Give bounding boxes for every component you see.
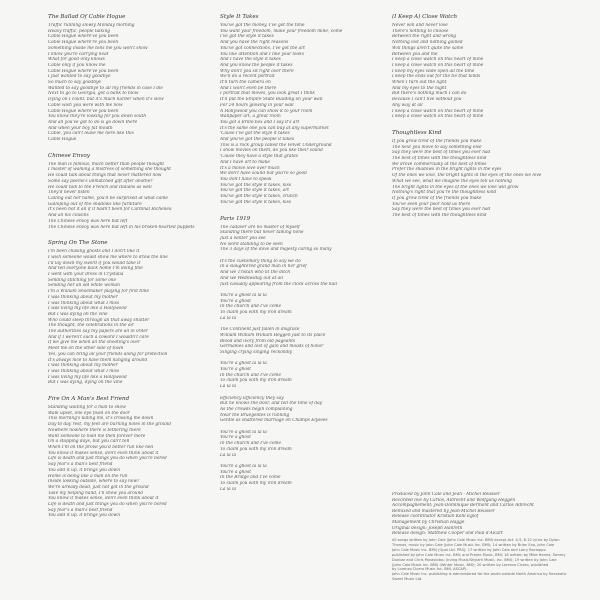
lyric-line: We don't have sound but you're so good <box>220 171 307 177</box>
lyric-line: You're a ghost <box>220 367 251 373</box>
lyric-line: You add it up, it brings you down <box>48 467 120 473</box>
lyric-line: It's been hot it all if it hadn't been for Cardinal Richelieu <box>48 207 172 213</box>
lyric-line: The best of times with the thoughtless kind <box>392 156 487 162</box>
lyric-line: Between you and me <box>392 51 438 57</box>
lyric-line: You've got the style it takes, kiss <box>220 182 292 188</box>
lyric-line: And if I weren't such a coward I wouldn't care <box>48 334 149 340</box>
publishing-line: (John Cale Music Inc. BMI) (Winter Music, BMI); 20 written by Lorenzo Cicero, published <box>392 562 549 567</box>
lyric-line: I was living my life like a Hollywood <box>48 374 127 380</box>
lyric-line: And tell everyone back home I'm doing fine <box>48 266 143 272</box>
song-title: Chinese Envoy <box>48 152 90 159</box>
lyric-line: What we see, what we imagine the eyes tell us nothing <box>392 178 512 184</box>
lyric-line: I keep the ends out for the tie that binds <box>392 74 481 80</box>
lyric-line: You're a ghost <box>220 469 251 475</box>
lyric-line: It's the customary thing to say we do <box>220 258 301 264</box>
lyric-line: Germanies and lost of gain and moods of honor <box>220 344 324 350</box>
song-block <box>48 14 218 143</box>
lyric-line: The man is famous, much better than people thought <box>48 161 165 167</box>
song-title: (I Keep A) Close Watch <box>392 14 458 20</box>
lyric-line: And I won't even be there <box>220 85 277 91</box>
lyrics-column-1 <box>48 14 218 529</box>
lyric-line: And all his cousins <box>48 213 89 219</box>
lyric-line: In a slaughtered grand man in her grief <box>220 264 307 270</box>
publishing-line: Sweet Music Ltd. <box>392 577 423 582</box>
publishing-line: published by John Cale Music Inc. BMI; and Prairie Music, BMI; 18 written by Mike Hamid, Tommy <box>392 552 566 557</box>
lyric-line: I was thinking about what I miss <box>48 368 120 374</box>
lyric-line: You're a ghost <box>220 298 251 304</box>
lyric-line: You know they're looking for you down south <box>48 114 147 120</box>
lyric-line: 'Cause they have a style that grates <box>220 154 298 160</box>
lyric-line: Will things aren't quite the same <box>392 45 464 51</box>
lyric-line: A Hollywood you can show it to your room <box>220 108 313 114</box>
lyric-line: The bright lights in the eyes of the ones we love will grow <box>392 184 519 190</box>
lyric-line: I keep my eyes wide open all the time <box>392 68 475 74</box>
lyric-line: The cadaver are no master of myself <box>220 224 300 230</box>
lyric-line: The thought, the celebrations in the air <box>48 323 134 329</box>
lyric-line: You add it up, it brings you down <box>48 513 120 519</box>
lyric-line: It's the same one you can buy at any supermarket <box>220 125 329 131</box>
publishing-line: Thomas, music by John Cale (John Cale Music Inc. BMI); 14 written by Brian Eno, John Cale <box>392 542 555 547</box>
lyric-line: The Continent just fallen in disgrace <box>220 327 300 333</box>
lyric-line: I keep a close watch on this heart of mine <box>392 62 484 68</box>
lyric-line: I just wanted to say goodbye <box>48 74 111 80</box>
lyric-line: To claim you with my iron dream <box>220 446 292 452</box>
lyric-line: It's always nice to have them hanging around <box>48 357 148 363</box>
lyric-line: Cable Hogue where've you been <box>48 68 119 74</box>
lyric-line: Sending stitching for some one <box>48 277 116 283</box>
lyric-line: You're a ghost la la la <box>220 361 267 367</box>
lyric-line: You don't have to speak <box>220 176 272 182</box>
lyric-line: The Chinese envoy was here but left in his broken-hearted puppets <box>48 224 195 230</box>
lyric-line: La la la <box>220 384 237 390</box>
lyric-line: Say fear's a man's best friend <box>48 507 113 513</box>
lyric-line: What for good only knows <box>48 57 105 63</box>
lyric-line: Cable Hogue where're you been <box>48 40 119 46</box>
lyric-line: We'll do a recent portrait <box>220 74 275 80</box>
production-credits <box>392 492 568 537</box>
song-title: Style It Takes <box>220 14 259 20</box>
lyric-line: If you grow tired of the friends you make <box>392 138 482 144</box>
lyric-line: I'm a William Shoemaker playing for first time <box>48 289 150 295</box>
lyric-line: Why don't you sit right over there <box>220 68 294 74</box>
lyric-line: To claim you with my iron dream <box>220 310 292 316</box>
lyric-line: In the church and I've come <box>220 441 282 447</box>
lyric-line: Life is death and just things you do when you're bored <box>48 502 167 508</box>
publishing-line: Dunbar and Chris Panayiotou (Irving Music/Skylark Music, Inc. BMI); 19 written by John Cale <box>392 557 557 562</box>
lyric-line: I'm been chasing ghosts and I don't like it <box>48 249 140 255</box>
lyric-line: When I turn out the light <box>392 80 447 86</box>
lyric-line: But he knows the door, and tell the time of day <box>220 401 323 407</box>
lyric-line: Wanted to say goodbye to all my friends in case I die <box>48 85 163 91</box>
credit-line: Recorded live by Carlos, Albrecht and Wolfgang Heggen <box>392 497 516 503</box>
lyric-line: Yes, you can bring all your friends along for protection <box>48 351 168 357</box>
publishing-line: All songs written by John Cale (John Cale Music Inc. BMI) except Act. 4-5, 6-12 lyrics by Dylan <box>392 538 560 542</box>
lyric-line: You've seen your poor hold us there <box>392 201 471 207</box>
lyric-line: Traffic running slowly Monday morning <box>48 23 135 28</box>
lyric-line: This morning's killing me, it's crossing me down <box>48 416 154 422</box>
lyric-line: Nothing's right that you're the thoughtless kind <box>392 190 497 196</box>
lyric-line: As the crowds begin complaining <box>220 406 293 412</box>
lyric-line: So much to say goodbye <box>48 80 101 86</box>
lyric-line: You've got the style it takes, crunch <box>220 194 298 200</box>
lyric-line: I wish someone would show me where to draw the line <box>48 254 168 260</box>
lyric-line: You're a ghost la la la <box>220 292 267 298</box>
lyric-line: Just a winter you see <box>220 235 266 241</box>
lyric-line: You've got the money, I've got the time <box>220 23 305 28</box>
lyric-line: Any way at all <box>392 102 423 108</box>
lyric-line: And we Tristan who lit the ditch <box>220 270 291 276</box>
lyric-line: But I was dying on the vine <box>48 311 108 317</box>
lyric-line: Cable wish you were with me now <box>48 102 123 108</box>
lyric-line: But there's nothing much I can do <box>392 91 467 97</box>
lyric-line: I keep a close watch on this heart of mine <box>392 108 484 114</box>
lyric-line: Life is death and just things you do when you're bored <box>48 456 167 462</box>
lyric-line: And I have the style it takes <box>220 57 281 63</box>
lyric-line: Standing waiting for a man to show <box>48 405 126 411</box>
song-block <box>392 130 562 219</box>
lyric-line: Nothing lost and nothing gained <box>392 40 463 46</box>
lyric-line: And when your boy fat mouth <box>48 125 113 131</box>
lyric-line: Say fear's a man's best friend <box>48 462 113 468</box>
lyric-line: The 3 days of the dove and majesty caring so many <box>220 247 332 253</box>
lyric-line: William William William Heggen just to its place <box>220 332 326 338</box>
song-title: Paris 1919 <box>220 215 251 222</box>
lyric-line: I keep a close watch on this heart of mine <box>392 57 484 63</box>
credit-line: Original design: Joseph Hanreth <box>392 525 463 531</box>
lyric-line: I went with your dress in Crystalia <box>48 272 124 278</box>
lyric-line: It'll put the Empire State Building on your wall <box>220 97 323 103</box>
credit-line: Remixed and mastered by Jean-Michel Reusser <box>392 508 495 514</box>
lyric-line: Cable Hogue where've you been <box>48 34 119 40</box>
lyric-line: The best of times with the thoughtless kind <box>392 213 487 219</box>
lyric-line: Something inside me tells me you won't show <box>48 45 148 51</box>
lyric-line: Wallpaper art, a great room <box>220 114 281 120</box>
lyric-line: Home is being like a man on the run <box>48 473 128 479</box>
lyric-line: In the church and I've come <box>220 372 282 378</box>
lyric-line: This is a rock group called the Velvet Underground <box>220 142 332 148</box>
lyric-line: Who could sleep through all that away shutter <box>48 317 150 323</box>
lyric-line: Never win and never lose <box>392 23 448 28</box>
lyric-line: You like attention and I like your looks <box>220 51 304 57</box>
lyric-line: I was thinking about my mother <box>48 294 118 300</box>
lyric-line: Say they were the best of times you ever had <box>392 150 491 156</box>
lyric-line: Want someone to hold me then forever more <box>48 433 146 439</box>
lyric-line: Day to day rest, my feet are burning holes in the ground <box>48 422 172 428</box>
lyric-line: Because I can't live without you <box>392 97 462 103</box>
lyric-line: It's a movie love over much <box>220 165 280 171</box>
lyric-line: La la la <box>220 315 237 321</box>
lyric-line: Some say poems's unmatched gift after another <box>48 178 153 184</box>
lyric-line: La la la <box>220 452 237 458</box>
lyric-line: If you grow tired of the friends you make <box>392 195 482 201</box>
lyric-line: You've got connections, I've got the art <box>220 45 306 51</box>
lyric-line: And I have art to make <box>220 159 270 165</box>
lyric-line: I'd lay down my sword if you would take it <box>48 260 141 266</box>
lyric-line: You're a ghost la la la <box>220 429 267 435</box>
lyric-line: Galloping out of the shadows like furniture <box>48 201 142 207</box>
credit-line: Release coordinator Kristian Kohl Eglof <box>392 514 479 520</box>
lyric-line: Dying on I count, but it's much harder when it's slow <box>48 97 164 103</box>
song-title: Fire On A Man's Best Friend <box>48 396 130 403</box>
lyric-line: Standing there but never talking none <box>220 230 304 236</box>
lyric-line: You've got the style it takes, kiss <box>220 199 292 205</box>
lyric-line: You got a Brillo box and I say it's art <box>220 119 300 125</box>
lyric-line: On a stopping days, but you can't tell <box>48 439 130 445</box>
lyric-line: Cable only if you know me <box>48 62 106 68</box>
publishing-line: John Cale Music Inc. publishing is administered for the world outside North America by Hanseatic <box>392 572 567 577</box>
credit-line: Produced by John Cale and Jean - Michel Reusser <box>392 492 501 497</box>
lyric-line: It'll turn the camera on <box>220 80 271 86</box>
credit-line: Accompagnement: Jean-Dominique Bermont and Carlos Albrecht <box>392 503 534 509</box>
lyric-line: And you've got the people it takes <box>220 137 295 143</box>
lyric-line: And you know the people it takes <box>220 62 293 68</box>
lyric-line: You know it makes sense, don't even think about it <box>48 496 159 502</box>
lyric-line: I keep a close watch on this heart of mine <box>392 114 484 120</box>
song-block <box>48 240 218 386</box>
lyric-line: Cable Hogue where've you been <box>48 108 119 114</box>
lyric-line: Take my helping hand, I'll show you around <box>48 490 143 496</box>
lyric-line: Calling out her name, you'd be surprised at what came <box>48 195 168 201</box>
lyric-line: But I was dying, dying on the vine <box>48 380 123 386</box>
lyric-line: Gentle as shattered marriage on Champs Elysees <box>220 418 328 424</box>
lyric-line: Cable Hogue <box>48 137 77 143</box>
lyric-line: Between the right and wrong <box>392 34 457 40</box>
lyric-line: You've got the style it takes, art <box>220 188 289 194</box>
lyric-line: Singing crying singing reckondly <box>220 349 293 355</box>
song-block <box>220 14 390 206</box>
publishing-line: by Lorenzo Cicero Music Inc. BMI, ASCAP). <box>392 567 468 572</box>
lyric-line: You want your freedom, make your freedom mine, come <box>220 28 343 34</box>
lyric-line: He could talk to the French and Italians as well <box>48 184 152 190</box>
lyric-line: You're a ghost <box>220 435 251 441</box>
lyric-line: Prefer the shadows in the bright lights in the eyes <box>392 167 502 173</box>
song-title: Thoughtless Kind <box>392 129 442 136</box>
lyrics-column-3 <box>392 14 562 229</box>
lyric-line: He could talk about things that never mattered now <box>48 173 162 179</box>
lyric-line: I portrait that moves, you look great I think <box>220 91 315 97</box>
lyric-line: 'Cause I've got the style it takes <box>220 131 290 137</box>
lyric-line: To claim you with my iron dream <box>220 378 292 384</box>
lyric-line: Inside looking outside, where to say now? <box>48 479 140 485</box>
lyric-line: I show movies on them, do you like their sound <box>220 148 323 154</box>
lyric-line: To claim you with my iron dream <box>220 481 292 487</box>
lyric-line: Of the ones we love, the bright lights in the eyes of the ones we love <box>392 173 542 179</box>
lyric-line: Blood and ivory from old pageants <box>220 338 296 344</box>
lyric-line: I was thinking about my mother <box>48 363 118 369</box>
lyric-line: Next to go to Georgia, got a bank to blow <box>48 91 139 97</box>
publishing-line: John Cale Music Inc. BMI) (Opal Ltd. PRS); 17 written by John Cale and Larry Racioppo <box>392 547 546 552</box>
lyric-line: Walk upset, one eye fixed on the door <box>48 410 130 416</box>
song-block <box>220 216 390 493</box>
lyric-line: Heavy traffic, people talking <box>48 28 111 34</box>
lyric-line: And you have the right reasons <box>220 40 289 46</box>
credit-line: Release design: Matthew Cooper and Paul d'Alcart <box>392 531 503 537</box>
lyric-line: The next you move to say something else <box>392 144 482 150</box>
lyric-line: They'd never listen <box>48 190 90 196</box>
credit-line: Management by Christian Hagge <box>392 519 465 525</box>
lyric-line: There's nothing to choose <box>392 28 449 34</box>
lyric-line: Nowhere nowhere there is tethering there <box>48 427 141 433</box>
lyric-line: And all you've got to do is go down there <box>48 119 138 125</box>
publishing-notes <box>392 538 568 582</box>
lyric-line: We're already dead, just not got in the ground <box>48 484 149 490</box>
lyric-line: Say they were the best of times you ever had <box>392 207 491 213</box>
lyric-line: And my eyes to the night <box>392 85 447 91</box>
song-title: The Ballad Of Cable Hogue <box>48 14 126 20</box>
song-block <box>392 14 562 120</box>
lyric-line: I was thinking about what I miss <box>48 300 120 306</box>
lyric-line: When I'm on the prowl you'd better run like hell <box>48 445 154 450</box>
lyric-line: In the Bridge and I've come <box>220 475 281 481</box>
lyric-line: The Chinese envoy was here but left <box>48 218 128 224</box>
lyric-line: In the church and I've come <box>220 304 282 310</box>
lyric-line: The authorities say my papers are all in order <box>48 329 148 335</box>
song-block <box>48 153 218 230</box>
lyric-line: I was living my life like a Hollywood <box>48 306 127 312</box>
lyric-line: Sending her an old white woman <box>48 283 120 289</box>
lyric-line: La la la <box>220 486 237 492</box>
lyric-line: We drove commercially at the best of times <box>392 161 487 167</box>
lyric-line: You know it makes sense, don't even think about it <box>48 450 159 456</box>
lyric-line: If we give me when all the shooting's over <box>48 340 141 346</box>
lyric-line: I master of walking a mistress of something she thought <box>48 167 171 173</box>
lyric-line: Cable, you can't leave me here like this <box>48 131 134 137</box>
song-block <box>48 396 218 519</box>
lyric-line: I know you're carrying heat <box>48 51 109 57</box>
lyric-line: For 24 hours glowing in your wall <box>220 102 294 108</box>
lyric-line: Meet me on the other side of town <box>48 346 124 352</box>
lyrics-column-2 <box>220 14 390 502</box>
lyric-line: Efficiency Efficiency they say <box>220 395 284 401</box>
song-title: Spring On The Stone <box>48 240 108 247</box>
lyric-line: And we Wednesday out at all <box>220 275 283 281</box>
lyric-line: You're a ghost la la la <box>220 463 267 469</box>
lyric-line: Near the Bruegelites is running <box>220 412 290 418</box>
lyric-line: I've got the style it takes <box>220 34 274 40</box>
lyric-line: Just casually appearing from the clock across the hall <box>220 281 337 287</box>
lyric-line: No word standing to be seen <box>220 241 283 247</box>
